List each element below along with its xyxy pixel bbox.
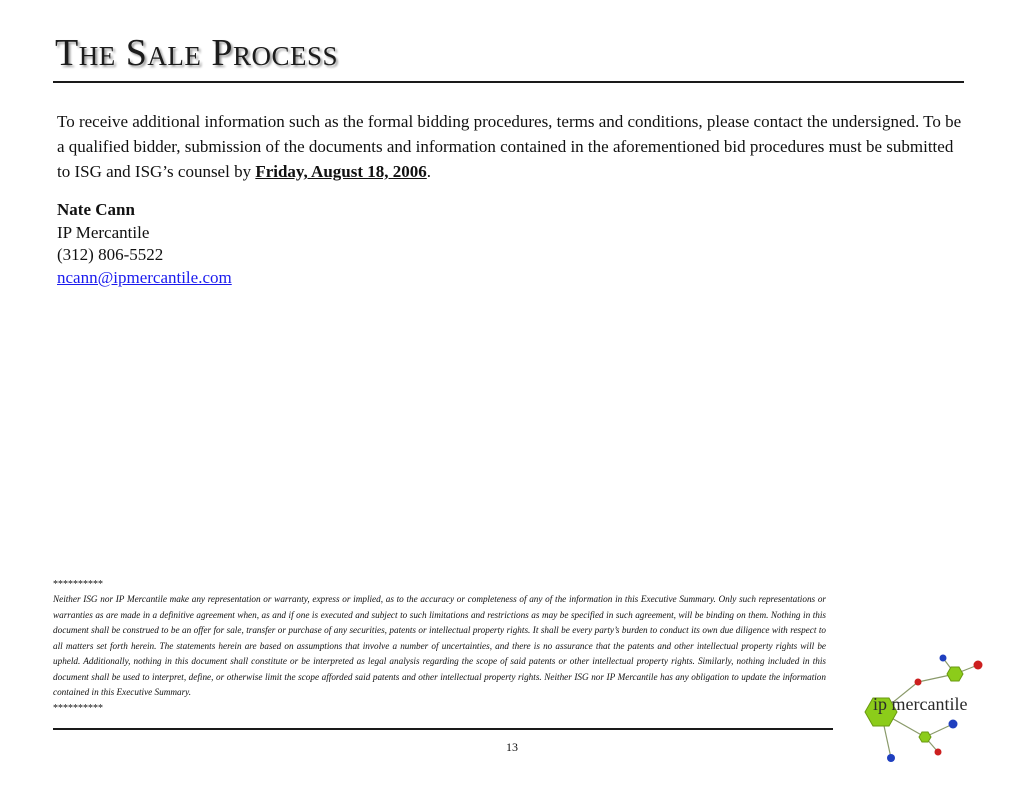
deadline-date: Friday, August 18, 2006 (255, 162, 427, 181)
footer-divider (53, 728, 833, 730)
ip-mercantile-logo (843, 652, 1003, 770)
intro-paragraph (57, 109, 962, 184)
intro-text: To receive additional information such as the formal bidding procedures, terms and conditions, please contact the undersigned. To be a qualified bidder, submission of the documents and information contained in the aforementioned bid procedures must be submitted to ISG and ISG’s counsel by (57, 112, 962, 181)
contact-company: IP Mercantile (57, 222, 150, 242)
contact-name: Nate Cann (57, 200, 135, 219)
disclaimer-stars-bottom: ********** (53, 702, 103, 714)
page-number: 13 (506, 740, 518, 754)
disclaimer-text: Neither ISG nor IP Mercantile make any representation or warranty, express or implied, as to the accuracy or completeness of any of the information in this Executive Summary. Only such representations or warranties as are made in a definitive agreement when, as and if one is executed and subject to such limitations and restrictions as may be specified in such agreement, will be binding on them. Nothing in this document shall be construed to be an offer for sale, transfer or purchase of any securities, patents or intellectual property rights. It shall be every party’s burden to conduct its own due diligence with respect to all matters set forth herein. The statements herein are based on assumptions that involve a number of uncertainties, and there is no assurance that the patents and other intellectual property rights will be upheld. Additionally, nothing in this document shall constitute or be interpreted as legal analysis regarding the scope of said patents or other intellectual property rights. Similarly, nothing included in this document shall be used to interpret, define, or otherwise limit the scope afforded said patents and other intellectual property rights. Neither ISG nor IP Mercantile has any obligation to update the information contained in this Executive Summary. (53, 594, 826, 697)
intro-text-end: . (426, 162, 432, 181)
contact-phone: (312) 806-5522 (57, 245, 164, 264)
title-divider (53, 81, 964, 83)
page-title: The Sale Process (55, 32, 338, 74)
contact-email-link[interactable]: ncann@ipmercantile.com (57, 267, 232, 287)
contact-block (57, 199, 232, 289)
disclaimer (53, 577, 826, 716)
disclaimer-stars-top: ********** (53, 579, 103, 590)
logo-text: ip mercantile (873, 694, 968, 714)
